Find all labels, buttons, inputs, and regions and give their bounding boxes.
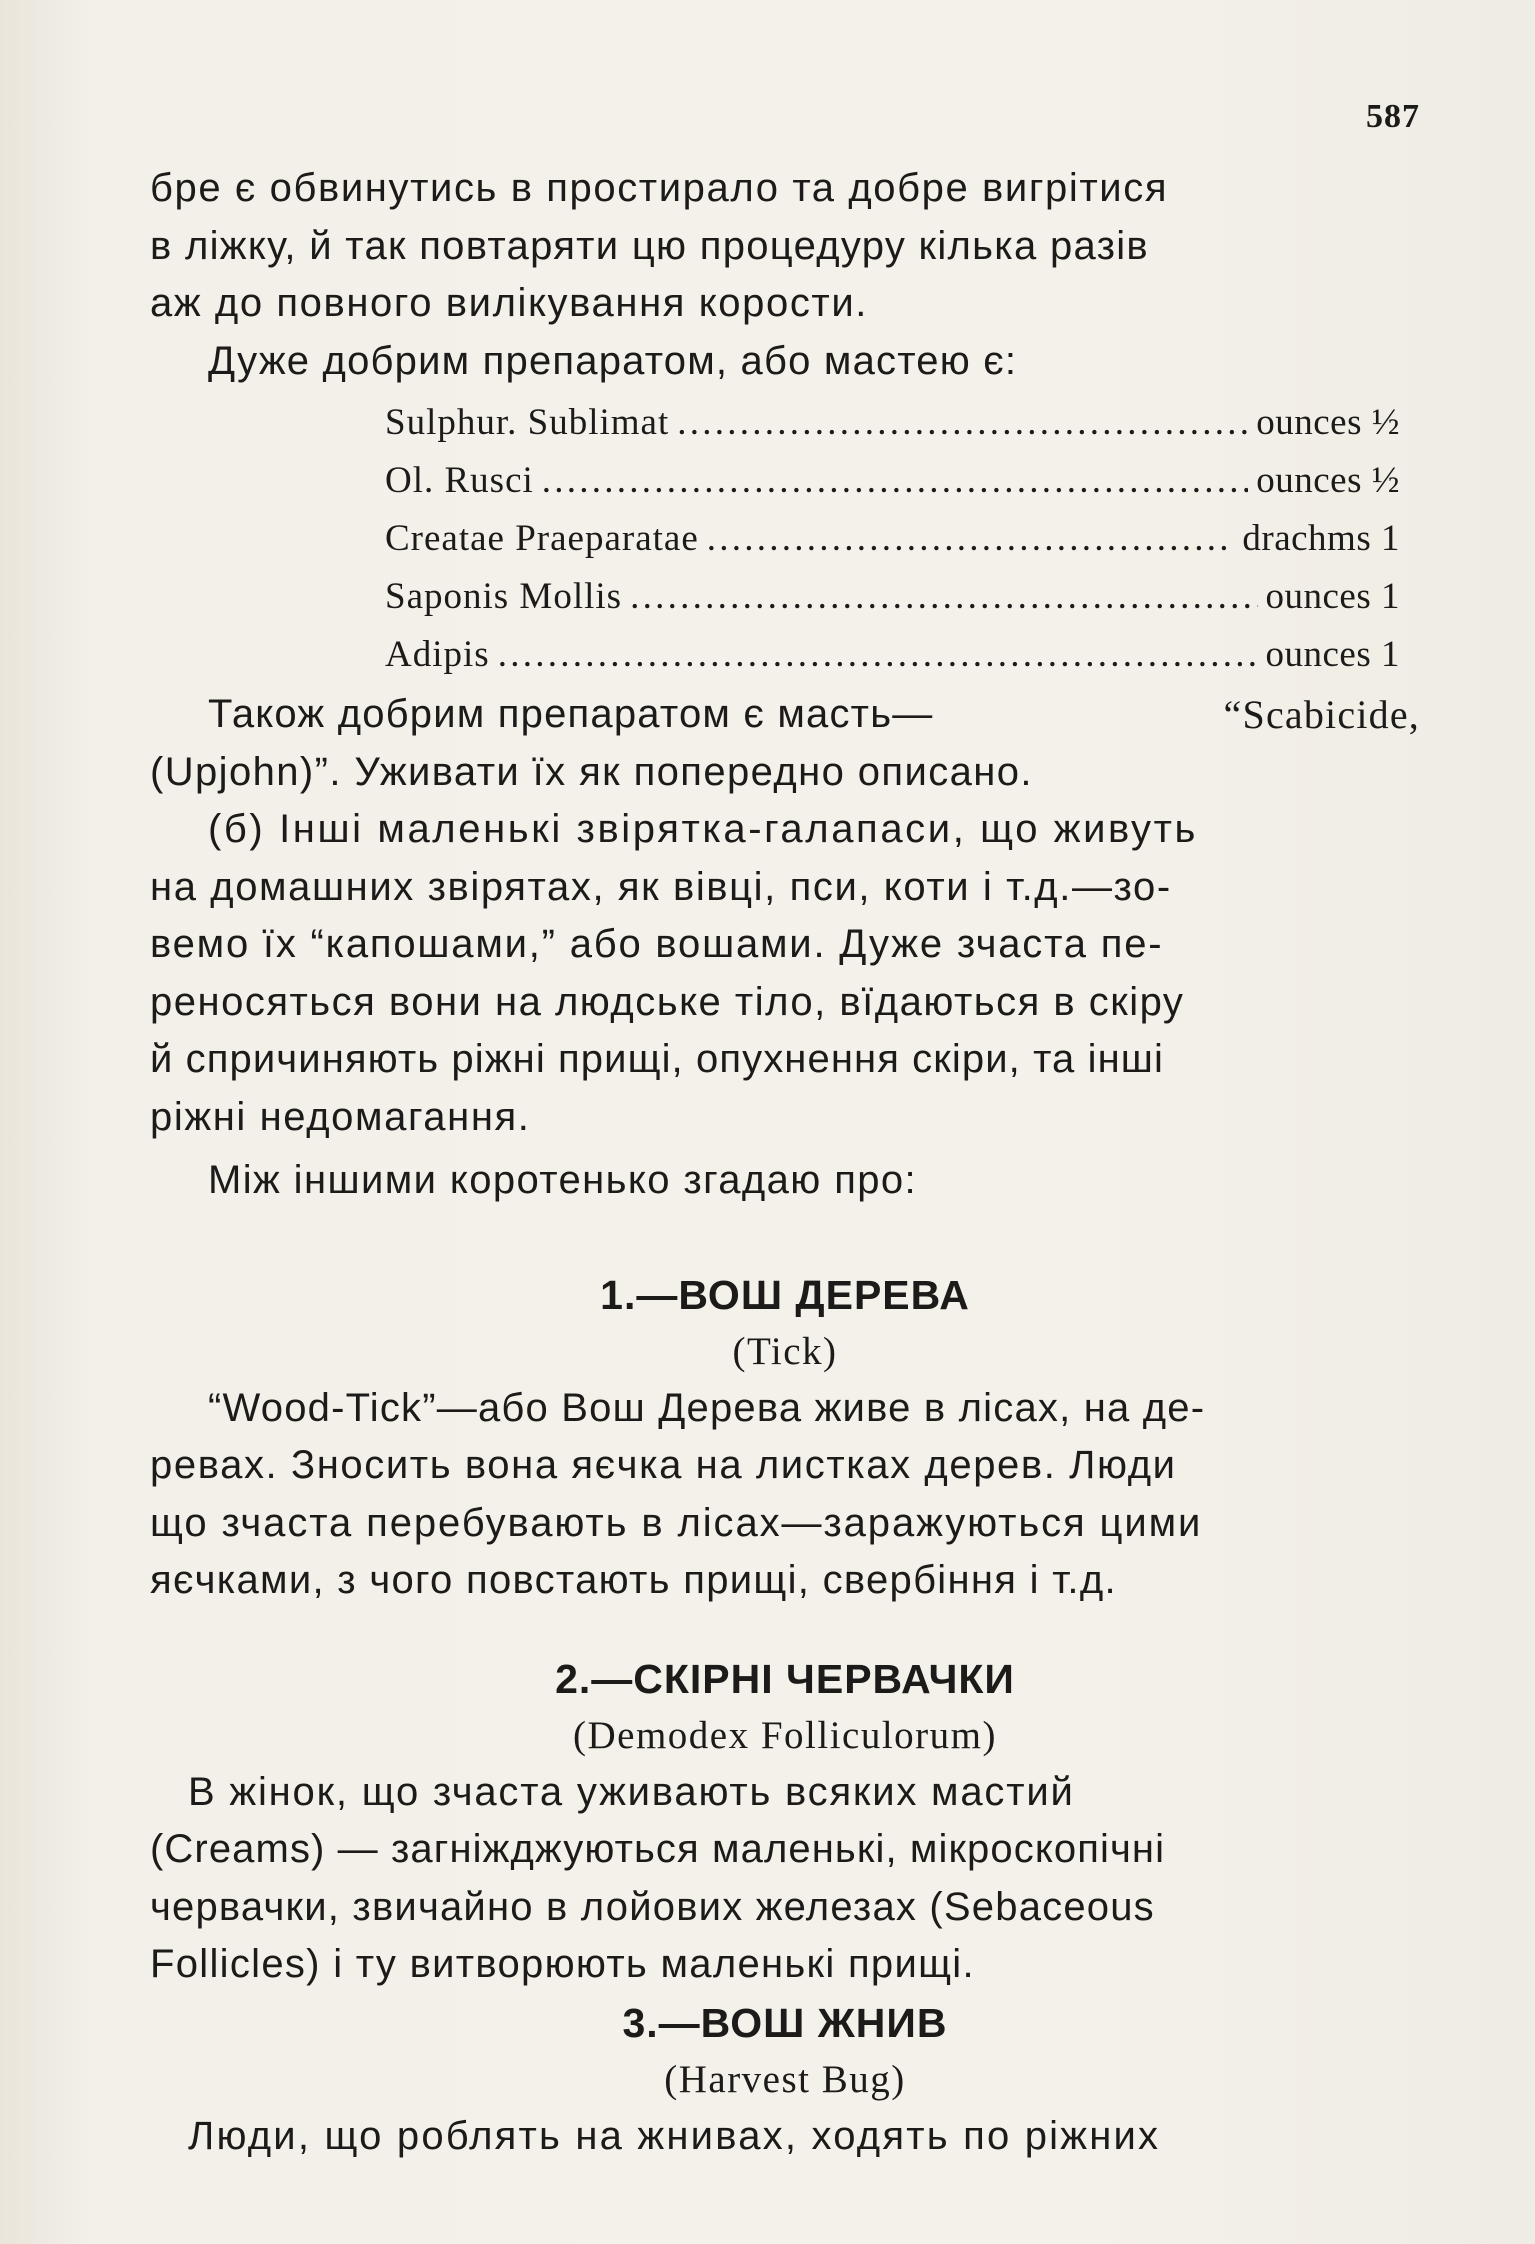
section-subtitle: (Demodex Folliculorum) xyxy=(572,1713,997,1757)
recipe-quantity: drachms 1 xyxy=(1242,518,1400,559)
text-line: й спричиняють ріжні прищі, опухнення скіри, та інші xyxy=(150,1037,1164,1081)
recipe-item xyxy=(385,626,1400,684)
paragraph-parasites xyxy=(150,801,1420,1146)
text-line: ріжні недомагання. xyxy=(150,1094,531,1139)
recipe-quantity: ounces 1 xyxy=(1265,576,1400,617)
recipe-quantity: ounces 1 xyxy=(1265,634,1400,675)
text-line: (б) Інші маленькі звірятка-галапаси, що живуть xyxy=(208,807,1198,851)
section-body xyxy=(150,2108,1420,2166)
text-line xyxy=(150,1764,1420,1822)
text-line: червачки, звичайно в лойових железах (Sebaceous xyxy=(150,1884,1155,1929)
leader-dots xyxy=(677,394,1248,452)
text-line: в ліжку, й так повтаряти цю процедуру кілька разів xyxy=(150,223,1149,268)
section-body xyxy=(150,1764,1420,1994)
paragraph-scabicide xyxy=(150,686,1420,801)
recipe-item xyxy=(385,394,1400,452)
paragraph-recipe-intro xyxy=(150,333,1420,391)
text-line: яєчками, з чого повстають прищі, свербіння і т.д. xyxy=(150,1558,1117,1602)
leader-dots xyxy=(498,626,1258,684)
recipe-ingredient: Sulphur. Sublimat xyxy=(385,402,670,443)
spacer xyxy=(150,1210,1420,1266)
section-title: 2.—СКІРНІ ЧЕРВАЧКИ xyxy=(555,1655,1015,1702)
recipe-ingredient: Creatae Praeparatae xyxy=(385,518,699,559)
recipe-list xyxy=(150,394,1420,684)
recipe-item xyxy=(385,568,1400,626)
text-line xyxy=(150,686,1420,744)
text-line: на домашних звірятах, як вівці, пси, коти і т.д.—зо- xyxy=(150,864,1172,909)
text-line: Між іншими коротенько згадаю про: xyxy=(208,1158,918,1202)
text-line: реносяться вони на людське тіло, вїдаються в скіру xyxy=(150,979,1185,1024)
paragraph-continuation xyxy=(150,160,1420,333)
recipe-quantity: ounces ½ xyxy=(1256,460,1400,501)
section-skin-worms xyxy=(150,1650,1420,1994)
spacer xyxy=(150,1610,1420,1650)
recipe-quantity: ounces ½ xyxy=(1256,402,1400,443)
recipe-item xyxy=(385,510,1400,568)
text-line: аж до повного вилікування корости. xyxy=(150,281,869,325)
text-fragment: Також добрим препаратом є масть— xyxy=(208,692,934,736)
leader-dots xyxy=(630,568,1257,626)
text-line: бре є обвинутись в простирало та добре вигрітися xyxy=(150,166,1169,210)
section-subtitle: (Harvest Bug) xyxy=(664,2057,906,2101)
text-fragment: В жінок, що зчаста уживають всяких мастий xyxy=(188,1769,1075,1814)
text-fragment: “Scabicide, xyxy=(1223,692,1420,737)
recipe-item xyxy=(385,452,1400,510)
text-line: що зчаста перебувають в лісах—заражуються цими xyxy=(150,1500,1203,1545)
section-title: 1.—ВОШ ДЕРЕВА xyxy=(600,1271,970,1318)
paragraph-mention xyxy=(150,1152,1420,1210)
page-number: 587 xyxy=(1366,98,1420,135)
section-title: 3.—ВОШ ЖНИВ xyxy=(622,1999,948,2046)
recipe-ingredient: Ol. Rusci xyxy=(385,460,534,501)
section-wood-tick xyxy=(150,1266,1420,1610)
recipe-ingredient: Adipis xyxy=(385,634,490,675)
section-subtitle: (Tick) xyxy=(732,1329,838,1373)
text-line: ревах. Зносить вона яєчка на листках дерев. Люди xyxy=(150,1443,1177,1487)
page-body xyxy=(150,160,1420,2165)
section-harvest-bug xyxy=(150,1994,1420,2166)
recipe-ingredient: Saponis Mollis xyxy=(385,576,623,617)
text-line: Люди, що роблять на жнивах, ходять по ріжних xyxy=(188,2113,1161,2158)
text-line: (Upjohn)”. Уживати їх як попередно описано. xyxy=(150,749,1033,794)
text-line: Дуже добрим препаратом, або мастею є: xyxy=(208,338,1018,383)
text-line: (Creams) — загніжджуються маленькі, мікроскопічні xyxy=(150,1827,1166,1871)
text-line: Follicles) і ту витворюють маленькі прищі. xyxy=(150,1942,975,1986)
text-line: вемо їх “капошами,” або вошами. Дуже зчаста пе- xyxy=(150,922,1164,966)
text-line: “Wood-Tick”—або Вош Дерева живе в лісах, на де- xyxy=(208,1385,1206,1430)
leader-dots xyxy=(707,510,1235,568)
section-body xyxy=(150,1380,1420,1610)
leader-dots xyxy=(542,452,1248,510)
